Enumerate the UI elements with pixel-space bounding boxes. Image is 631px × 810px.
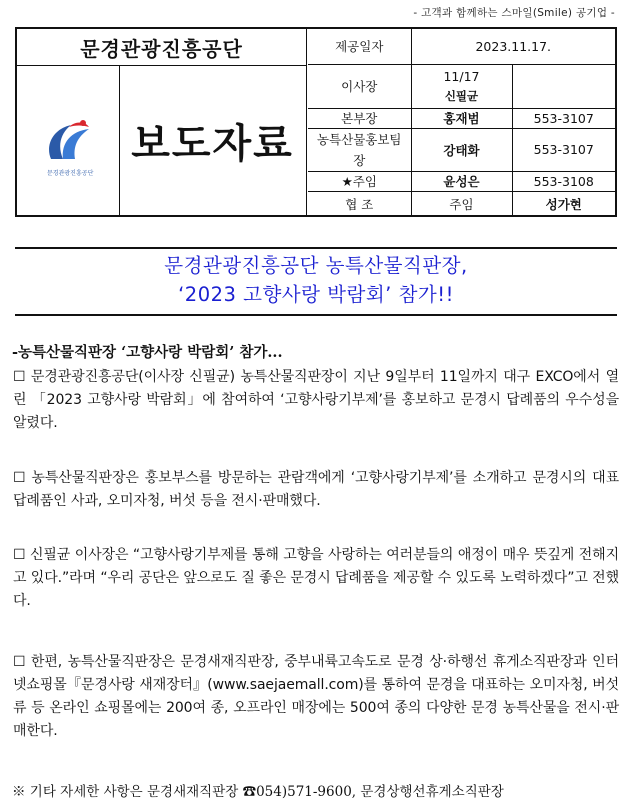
tagline: - 고객과 함께하는 스마일(Smile) 공기업 - <box>413 7 615 19</box>
ceo-empty-cell <box>512 64 615 108</box>
headline <box>15 251 617 309</box>
org-name: 문경관광진흥공단 <box>17 29 307 66</box>
press-header <box>15 27 617 217</box>
headline-line-1: 문경관광진흥공단 농특산물직판장, <box>164 254 468 277</box>
date-value: 2023.11.17. <box>411 29 615 64</box>
organization-logo-icon <box>23 115 113 165</box>
officer-phone: 553-3108 <box>512 171 615 191</box>
manager-name: 강태화 <box>411 128 512 171</box>
coop-row <box>308 191 615 216</box>
paragraph-1: ☐ 문경관광진흥공단(이사장 신필균) 농특산물직판장이 지난 9일부터 11일까지 대구 EXCO에서 열린 「2023 고향사랑 박람회」에 참여하여 ‘고향사랑기부제’를 홍보하고 문경시 답례품의 우수성을 알렸다. <box>13 369 619 431</box>
ceo-row <box>308 64 615 108</box>
division-label: 본부장 <box>308 108 411 128</box>
date-label: 제공일자 <box>308 29 411 64</box>
ceo-approval <box>411 64 512 108</box>
headline-rule-top <box>15 247 617 249</box>
press-release-title: 보도자료 <box>131 120 294 167</box>
division-phone: 553-3107 <box>512 108 615 128</box>
coop-role: 주임 <box>411 191 512 216</box>
logo-cell <box>17 65 120 215</box>
ceo-label: 이사장 <box>308 64 411 108</box>
manager-label: 농특산물홍보팀장 <box>308 128 411 171</box>
footer-note: ※ 기타 자세한 사항은 문경새재직판장 ☎054)571-9600, 문경상행선휴게소직판장 <box>12 784 504 800</box>
headline-rule-bottom <box>15 314 617 316</box>
manager-row <box>308 128 615 171</box>
date-row <box>308 29 615 64</box>
division-row <box>308 108 615 128</box>
officer-row <box>308 171 615 191</box>
paragraph-2: ☐ 농특산물직판장은 홍보부스를 방문하는 관람객에게 ‘고향사랑기부제’를 소개하고 문경시의 대표 답례품인 사과, 오미자청, 버섯 등을 전시·판매했다. <box>13 470 619 509</box>
logo-text: 문경관광진흥공단 <box>47 170 94 177</box>
paragraph-4: ☐ 한편, 농특산물직판장은 문경새재직판장, 중부내륙고속도로 문경 상·하행선 휴게소직판장과 인터넷쇼핑몰『문경사랑 새재장터』(www.saejaemall.com)를 통하여 문경을 대표하는 오미자청, 버섯류 등 온라인 쇼핑몰에는 200여 종, 오프라인 매장에는 500여 종의 다양한 문경 농특산물을 전시·판매한다. <box>13 654 619 739</box>
coop-name: 성가현 <box>512 191 615 216</box>
headline-line-2: ‘2023 고향사랑 박람회’ 참가!! <box>178 283 454 306</box>
ceo-date: 11/17 <box>443 68 480 84</box>
paragraph-3: ☐ 신필균 이사장은 “고향사랑기부제를 통해 고향을 사랑하는 여러분들의 애정이 매우 뜻깊게 전해지고 있다.”라며 “우리 공단은 앞으로도 질 좋은 문경시 답례품을 제공할 수 있도록 노력하겠다”고 전했다. <box>13 547 619 609</box>
division-name: 홍재범 <box>411 108 512 128</box>
manager-phone: 553-3107 <box>512 128 615 171</box>
info-table <box>308 29 615 216</box>
officer-name: 윤성은 <box>411 171 512 191</box>
subheadline: -농특산물직판장 ‘고향사랑 박람회’ 참가... <box>12 344 283 361</box>
header-left-body <box>17 65 307 215</box>
ceo-name: 신필균 <box>444 88 479 103</box>
coop-label: 협 조 <box>308 191 411 216</box>
officer-label: ★주임 <box>308 171 411 191</box>
